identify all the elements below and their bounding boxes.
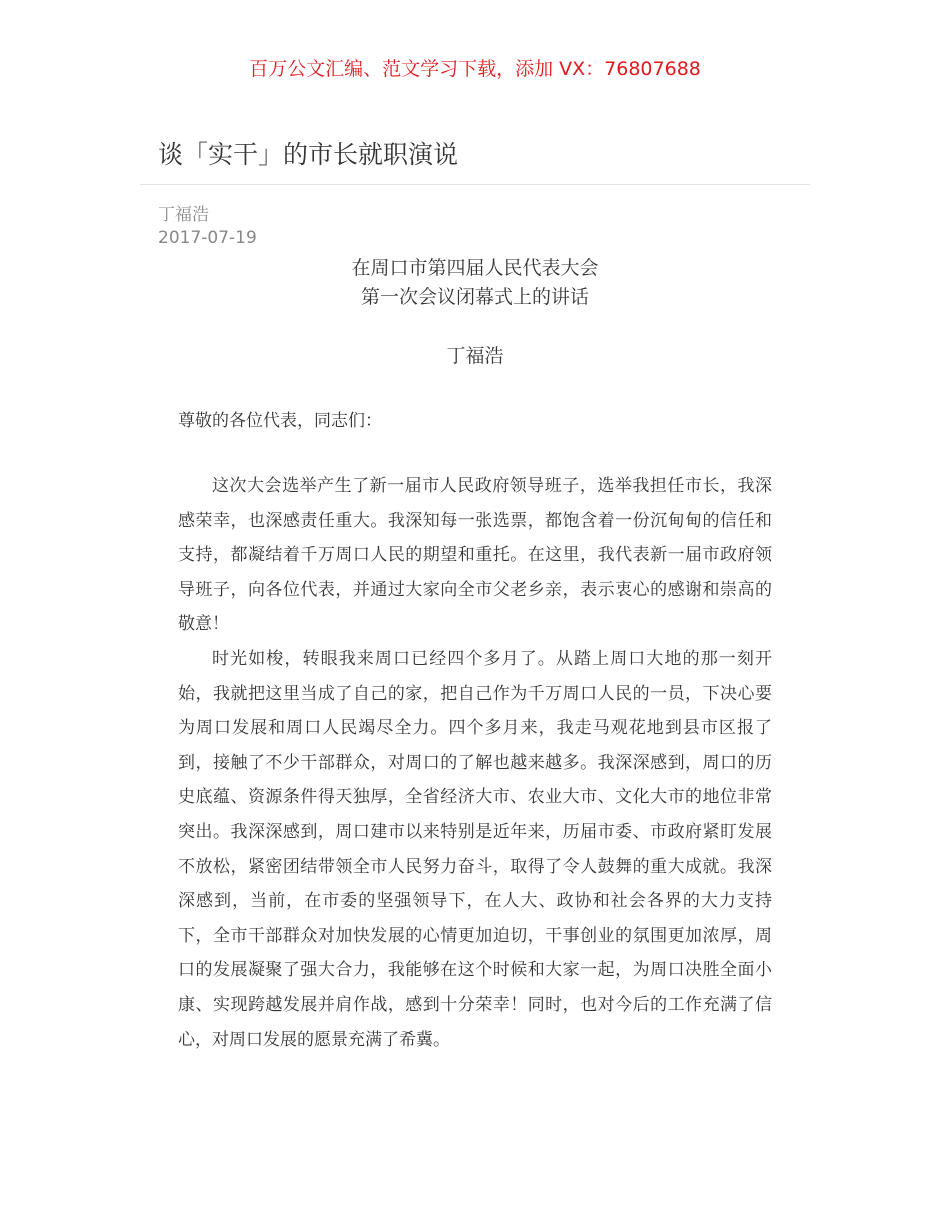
speech-heading-line-1: 在周口市第四届人民代表大会 <box>351 257 599 279</box>
article-date: 2017-07-19 <box>158 228 257 248</box>
paragraph: 时光如梭，转眼我来周口已经四个多月了。从踏上周口大地的那一刻开始，我就把这里当成了自己的家，把自己作为千万周口人民的一员，下决心要为周口发展和周口人民竭尽全力。四个多月来，我走马观花地到县市区报了到，接触了不少干部群众，对周口的了解也越来越多。我深深感到，周口的历史底蕴、资源条件得天独厚，全省经济大市、农业大市、文化大市的地位非常突出。我深深感到，周口建市以来特别是近年来，历届市委、市政府紧盯发展不放松，紧密团结带领全市人民努力奋斗，取得了令人鼓舞的重大成就。我深深感到，当前，在市委的坚强领导下，在人大、政协和社会各界的大力支持下，全市干部群众对加快发展的心情更加迫切，干事创业的氛围更加浓厚，周口的发展凝聚了强大合力，我能够在这个时候和大家一起，为周口决胜全面小康、实现跨越发展并肩作战，感到十分荣幸！同时，也对今后的工作充满了信心，对周口发展的愿景充满了希冀。 <box>178 648 772 1050</box>
salutation: 尊敬的各位代表，同志们： <box>178 411 382 431</box>
speaker-name: 丁福浩 <box>446 345 504 367</box>
speech-body <box>178 469 772 1057</box>
article-title: 谈「实干」的市长就职演说 <box>158 140 459 169</box>
promo-banner: 百万公文汇编、范文学习下载，添加 VX：76807688 <box>249 58 701 80</box>
article-author: 丁福浩 <box>158 205 209 225</box>
title-divider <box>140 184 810 185</box>
paragraph: 这次大会选举产生了新一届市人民政府领导班子，选举我担任市长，我深感荣幸，也深感责任重大。我深知每一张选票，都饱含着一份沉甸甸的信任和支持，都凝结着千万周口人民的期望和重托。在这里，我代表新一届市政府领导班子，向各位代表，并通过大家向全市父老乡亲，表示衷心的感谢和崇高的敬意！ <box>178 476 772 635</box>
speech-heading-line-2: 第一次会议闭幕式上的讲话 <box>360 286 589 308</box>
speech-heading <box>0 254 950 312</box>
